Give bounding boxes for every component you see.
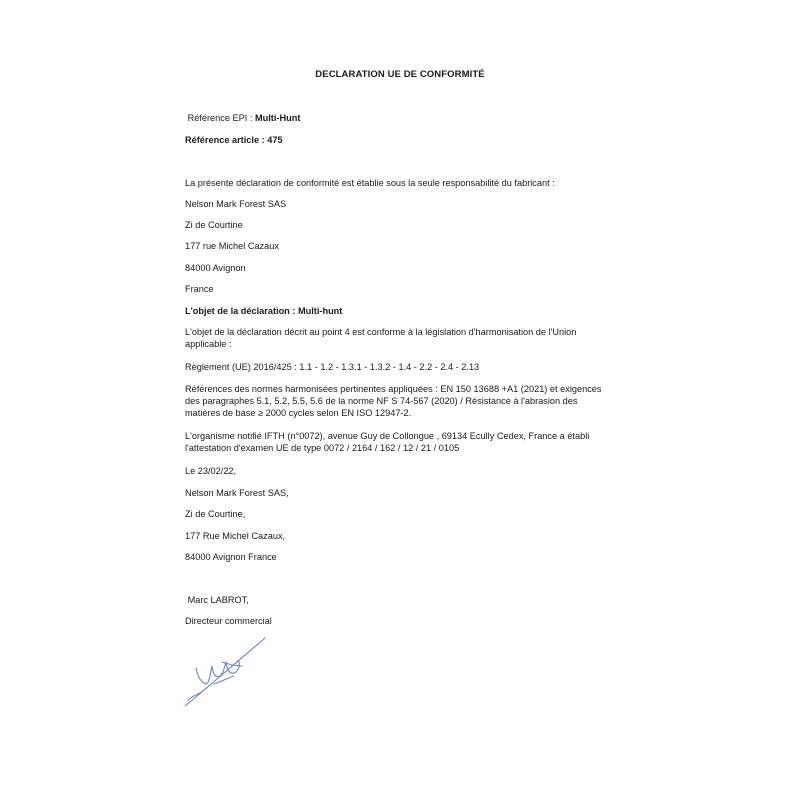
signer-name <box>185 594 625 607</box>
standards-line2: des paragraphes 5.1, 5.2, 5.5, 5.6 de la norme NF S 74-567 (2020) / Résistance à l'abrasion des <box>185 396 578 406</box>
notified-body-line2: l'attestation d'examen UE de type 0072 / 2164 / 162 / 12 / 21 / 0105 <box>185 443 460 453</box>
standards-line3: matières de base ≥ 2000 cycles selon EN ISO 12947-2. <box>185 408 412 418</box>
ref-article: Référence article : 475 <box>185 135 283 145</box>
handwritten-signature <box>180 632 270 712</box>
signatory-company-name: Nelson Mark Forest SAS, <box>185 488 289 498</box>
regulation-text: Règlement (UE) 2016/425 : 1.1 - 1.2 - 1.3.1 - 1.3.2 - 1.4 - 2.2 - 2.4 - 2.13 <box>185 362 480 372</box>
ref-epi <box>185 112 625 125</box>
intro-text: La présente déclaration de conformité est établie sous la seule responsabilité du fabricant : <box>185 178 555 188</box>
signer-name-text: Marc LABROT, <box>187 595 249 605</box>
manufacturer-name: Nelson Mark Forest SAS <box>185 199 287 209</box>
manufacturer-country: France <box>185 284 214 294</box>
standards-line1: Références des normes harmonisées pertinentes appliquées : EN 150 13688 +A1 (2021) et exigences <box>185 384 602 394</box>
object-title: L'objet de la déclaration : Multi-hunt <box>185 306 343 316</box>
manufacturer-address2: 177 rue Michel Cazaux <box>185 241 279 251</box>
ref-epi-label: Référence EPI : <box>187 113 255 123</box>
document-title: DECLARATION UE DE CONFORMITÉ <box>315 69 485 80</box>
notified-body-line1: L'organisme notifié IFTH (n°0072), avenue Guy de Collongue , 69134 Ecully Cedex, France a établi <box>185 431 590 441</box>
signer-role: Directeur commercial <box>185 616 272 626</box>
signatory-address1: Zi de Courtine, <box>185 509 246 519</box>
manufacturer-address1: Zi de Courtine <box>185 220 243 230</box>
object-desc-line2: applicable : <box>185 339 232 349</box>
ref-epi-value: Multi-Hunt <box>254 113 301 123</box>
manufacturer-city: 84000 Avignon <box>185 263 246 273</box>
declaration-date: Le 23/02/22, <box>185 466 237 476</box>
object-desc-line1: L'objet de la déclaration décrit au point 4 est conforme à la législation d'harmonisation de l'Union <box>185 327 577 337</box>
signatory-city: 84000 Avignon France <box>185 552 277 562</box>
signatory-address2: 177 Rue Michel Cazaux, <box>185 531 286 541</box>
